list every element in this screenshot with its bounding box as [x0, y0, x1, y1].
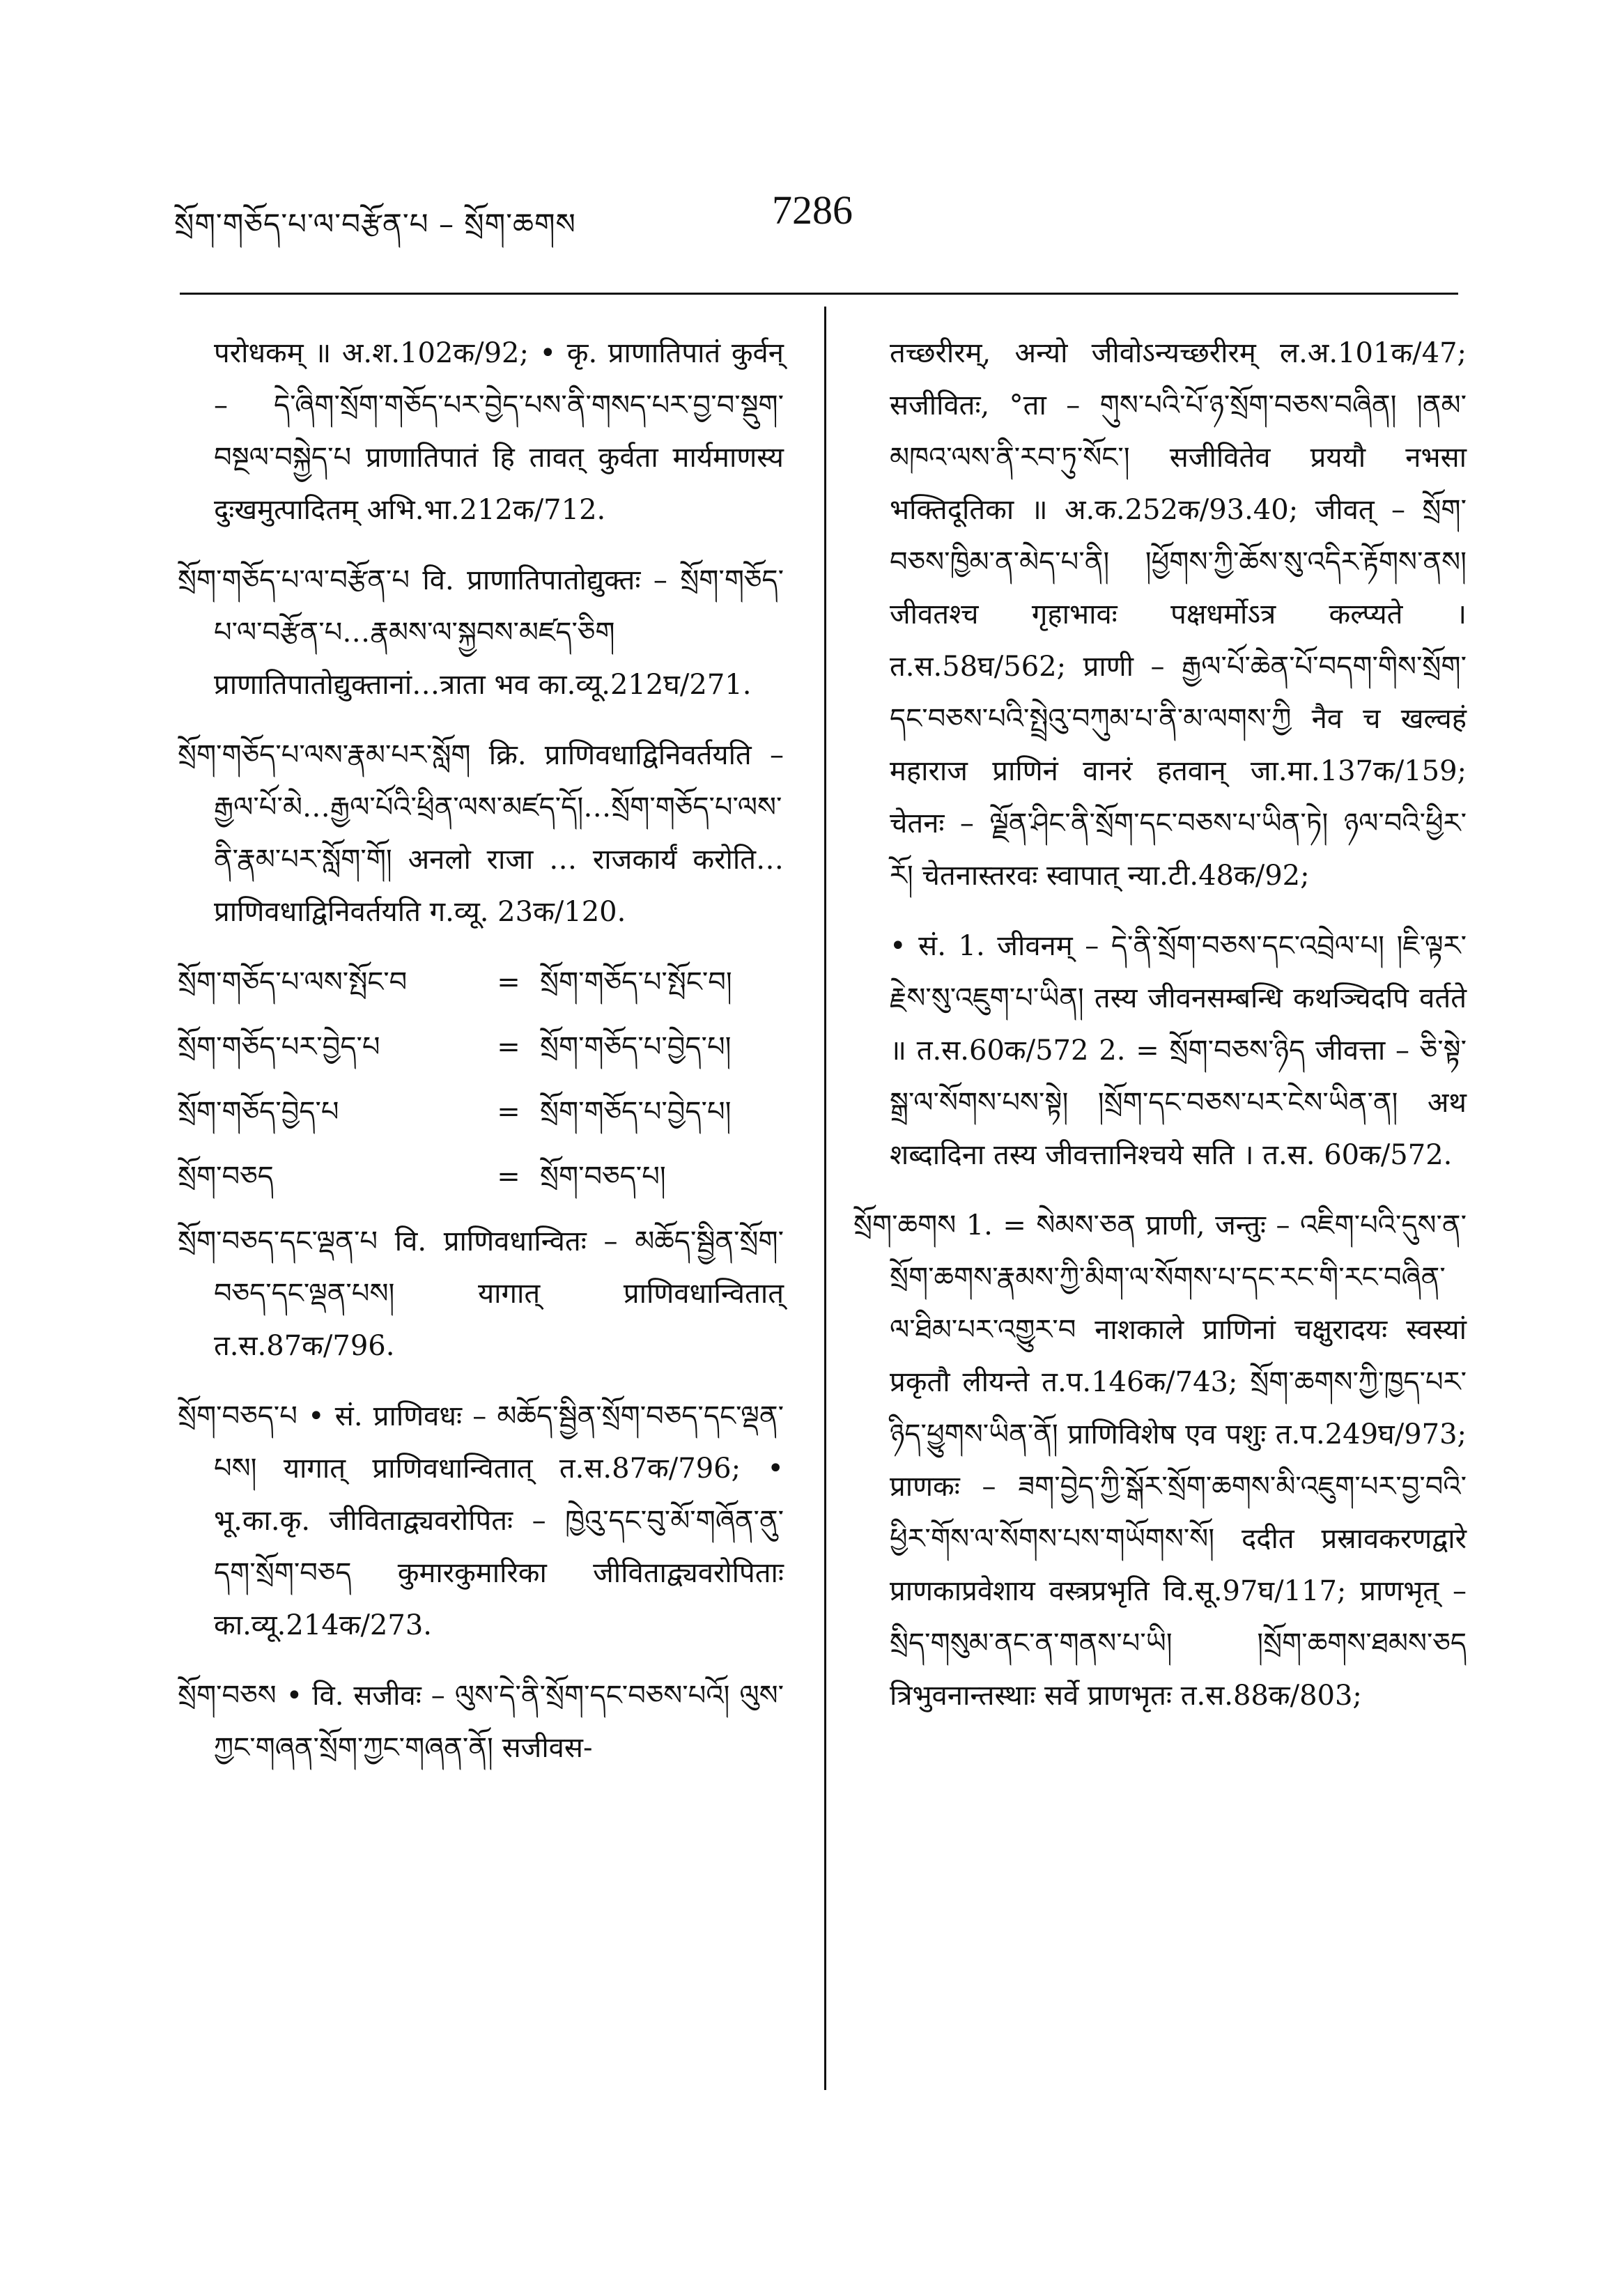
headword: སྲོག་གཅོད་པར་བྱེད་པ [178, 1031, 380, 1063]
dictionary-entry: परोधकम् ॥ अ.श.102क/92; • कृ. प्राणातिपातं कुर्वन् – དེ་ཞིག་སྲོག་གཅོད་པར་བྱེད་པས་ནི་གསད་པར་བྱ་བ་སྡུག་བསྔལ་བསྐྱེད་པ प्राणातिपातं हि तावत् कुर्वता मार्यमाणस्य दुःखमुत्पादितम् अभि.भा.212क/712. [214, 337, 784, 526]
dictionary-entry: སྲོག་ཆགས 1. = སེམས་ཅན प्राणी, जन्तुः – འཇིག་པའི་དུས་ན་སྲོག་ཆགས་རྣམས་ཀྱི་མིག་ལ་སོགས་པ་དང་རང་གི་རང་བཞིན་ལ་ཐིམ་པར་འགྱུར་བ नाशकाले प्राणिनां चक्षुरादयः स्वस्यां प्रकृतौ लीयन्ते त.प.146क/743; སྲོག་ཆགས་ཀྱི་ཁྱད་པར་ཉིད་ཕྱུགས་ཡིན་ནོ། प्राणिविशेष एव पशुः त.प.249घ/973; प्राणकः – ཟག་བྱེད་ཀྱི་སྒོར་སྲོག་ཆགས་མི་འཇུག་པར་བྱ་བའི་ཕྱིར་གོས་ལ་སོགས་པས་གཡོགས་སོ། ददीत प्रस्रावकरणद्वारे प्राणकाप्रवेशाय वस्त्रप्रभृति वि.सू.97घ/117; प्राणभृत् – སྲིད་གསུམ་ནང་ན་གནས་པ་ཡི། །སྲོག་ཆགས་ཐམས་ཅད त्रिभुवनान्तस्थाः सर्वे प्राणभृतः त.स.88क/803; [853, 1209, 1467, 1712]
headword: སྲོག་བཅད [178, 1161, 274, 1193]
cross-reference-row [178, 1151, 784, 1203]
left-column [178, 327, 784, 1793]
cross-reference-row [178, 1021, 784, 1074]
equals-sign: = [497, 966, 520, 998]
running-head: སྲོག་གཅོད་པ་ལ་བརྩོན་པ – སྲོག་ཆགས [174, 207, 576, 241]
equals-sign: = [497, 1031, 520, 1063]
dictionary-entry: तच्छरीरम्, अन्यो जीवोऽन्यच्छरीरम् ल.अ.101क/47; सजीवितः, °ता – གུས་པའི་པོ་ཉ་སྲོག་བཅས་བཞིན། །ནམ་མཁའ་ལས་ནི་རབ་ཏུ་སོང་། सजीवितेव प्रययौ नभसा भक्तिदूतिका ॥ अ.क.252क/93.40; जीवत् – སྲོག་བཅས་ཁྱིམ་ན་མེད་པ་ནི། །ཕྱོགས་ཀྱི་ཆོས་སུ་འདིར་རྟོགས་ནས། जीवतश्च गृहाभावः पक्षधर्मोऽत्र कल्प्यते । त.स.58घ/562; प्राणी – རྒྱལ་པོ་ཆེན་པོ་བདག་གིས་སྲོག་དང་བཅས་པའི་སྤྲེའུ་བཀུམ་པ་ནི་མ་ལགས་ཀྱི नैव च खल्वहं महाराज प्राणिनं वानरं हतवान् जा.मा.137क/159; चेतनः – ལྗོན་ཤིང་ནི་སྲོག་དང་བཅས་པ་ཡིན་ཏེ། ཉལ་བའི་ཕྱིར་རོ། चेतनास्तरवः स्वापात् न्या.टी.48क/92; [890, 337, 1467, 892]
cross-reference-target: སྲོག་བཅད་པ། [540, 1161, 666, 1193]
cross-reference-row [178, 957, 784, 1009]
equals-sign: = [497, 1161, 520, 1193]
cross-reference-target: སྲོག་གཅོད་པ་བྱེད་པ། [540, 1096, 732, 1128]
page-header [174, 187, 1450, 241]
cross-reference-target: སྲོག་གཅོད་པ་སྤོང་བ། [540, 966, 732, 998]
page-number: 7286 [772, 187, 853, 233]
cross-reference-target: སྲོག་གཅོད་པ་བྱེད་པ། [540, 1031, 732, 1063]
right-column [853, 327, 1467, 1740]
headword: སྲོག་གཅོད་པ་ལས་སྤོང་བ [178, 966, 408, 998]
dictionary-entry: • सं. 1. जीवनम् – དེ་ནི་སྲོག་བཅས་དང་འབྲེལ་པ། །ཇི་ལྟར་རྗེས་སུ་འཇུག་པ་ཡིན། तस्य जीवनसम्बन्धि कथञ्चिदपि वर्तते ॥ त.स.60क/572 2. = སྲོག་བཅས་ཉིད जीवत्ता – ཅི་སྟེ་སྒྲ་ལ་སོགས་པས་སྟེ། །སྲོག་དང་བཅས་པར་ངེས་ཡིན་ན། अथ शब्दादिना तस्य जीवत्तानिश्चये सति । त.स. 60क/572. [890, 930, 1467, 1171]
header-rule [180, 293, 1458, 295]
equals-sign: = [497, 1096, 520, 1128]
dictionary-entry: སྲོག་བཅད་པ • सं. प्राणिवधः – མཆོད་སྦྱིན་སྲོག་བཅད་དང་ལྡན་པས། यागात् प्राणिवधान्वितात् त.स.87क/796; • भू.का.कृ. जीविताद्व्यवरोपितः – ཁྱེའུ་དང་བུ་མོ་གཞོན་ནུ་དག་སྲོག་བཅད कुमारकुमारिका जीविताद्व्यवरोपिताः का.व्यू.214क/273. [178, 1400, 784, 1641]
headword: སྲོག་གཅོད་བྱེད་པ [178, 1096, 339, 1128]
column-divider [824, 307, 826, 2090]
dictionary-entry: སྲོག་བཅས • वि. सजीवः – ལུས་དེ་ནི་སྲོག་དང་བཅས་པའོ། ལུས་ཀྱང་གཞན་སྲོག་ཀྱང་གཞན་ནོ། सजीवस- [178, 1680, 784, 1764]
dictionary-entry: སྲོག་གཅོད་པ་ལ་བརྩོན་པ वि. प्राणातिपातोद्युक्तः – སྲོག་གཅོད་པ་ལ་བརྩོན་པ…རྣམས་ལ་སྐྱབས་མཛད་ཅིག प्राणातिपातोद्युक्तानां…त्राता भव का.व्यू.212घ/271. [178, 564, 784, 701]
dictionary-entry: སྲོག་བཅད་དང་ལྡན་པ वि. प्राणिवधान्वितः – མཆོད་སྦྱིན་སྲོག་བཅད་དང་ལྡན་པས། यागात् प्राणिवधान्वितात् त.स.87क/796. [178, 1225, 784, 1362]
cross-reference-row [178, 1086, 784, 1138]
dictionary-entry: སྲོག་གཅོད་པ་ལས་རྣམ་པར་སློག क्रि. प्राणिवधाद्विनिवर्तयति – རྒྱལ་པོ་མེ…རྒྱལ་པོའི་ཕྲིན་ལས་མཛད་དོ།…སྲོག་གཅོད་པ་ལས་ནི་རྣམ་པར་སློག་གོ། अनलो राजा … राजकार्यं करोति… प्राणिवधाद्विनिवर्तयति ग.व्यू. 23क/120. [178, 739, 784, 928]
